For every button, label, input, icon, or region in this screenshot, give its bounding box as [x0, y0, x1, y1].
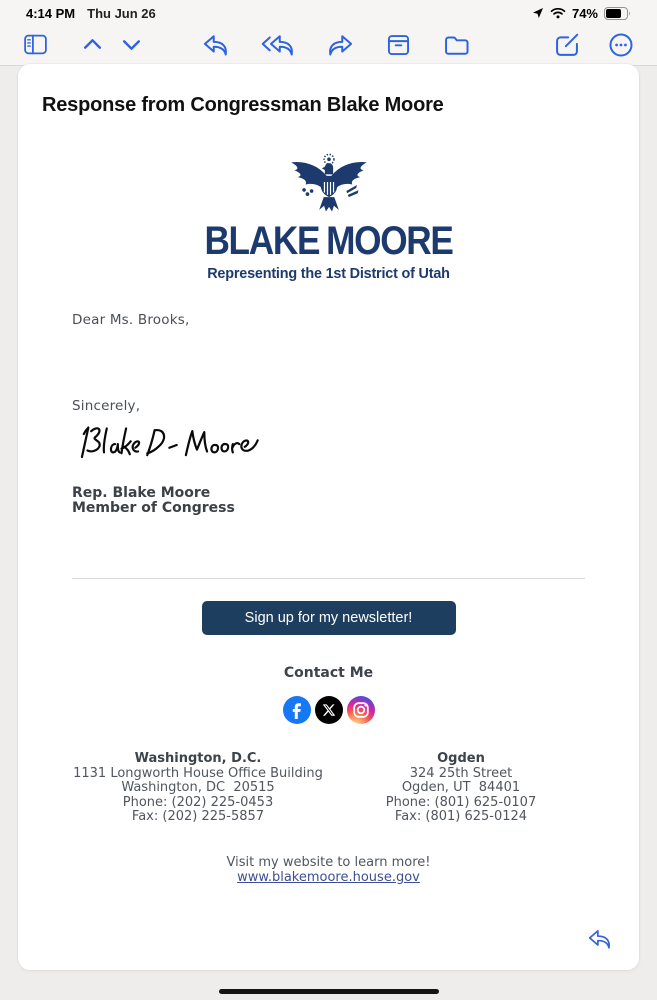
office-ogden-fax: Fax: (801) 625-0124	[394, 809, 528, 824]
signer-title: Member of Congress	[72, 500, 235, 516]
reply-icon	[586, 926, 613, 951]
facebook-link[interactable]	[283, 696, 311, 724]
office-addresses	[68, 752, 639, 825]
instagram-link[interactable]	[347, 696, 375, 724]
move-to-folder-button[interactable]	[442, 31, 471, 58]
reply-all-button[interactable]	[260, 31, 296, 58]
home-indicator[interactable]	[219, 989, 439, 994]
more-icon	[607, 31, 635, 59]
folder-icon	[442, 31, 471, 58]
office-ogden-address2: Ogden, UT 84401	[401, 780, 521, 795]
quick-reply-button[interactable]	[586, 926, 613, 954]
facebook-icon	[283, 696, 311, 724]
compose-button[interactable]	[553, 31, 581, 59]
website-block	[18, 855, 639, 885]
forward-button[interactable]	[326, 31, 355, 58]
instagram-icon	[347, 696, 375, 724]
office-ogden-address1: 324 25th Street	[409, 765, 513, 781]
x-twitter-link[interactable]	[315, 696, 343, 724]
office-ogden-name: Ogden	[437, 751, 485, 766]
logo-name-first: BLAKE	[204, 219, 320, 263]
location-icon	[532, 7, 544, 19]
next-message-button[interactable]	[120, 33, 143, 56]
reply-icon	[201, 31, 230, 58]
signer-block	[72, 486, 585, 516]
office-dc-fax: Fax: (202) 225-5857	[131, 809, 265, 824]
sidebar-toggle-button[interactable]	[22, 31, 49, 58]
x-twitter-icon	[322, 703, 336, 717]
office-dc-address2: Washington, DC 20515	[121, 780, 275, 795]
blake-moore-logo	[18, 151, 639, 282]
compose-icon	[553, 31, 581, 59]
office-dc	[68, 752, 328, 825]
archive-icon	[385, 31, 412, 58]
website-prompt: Visit my website to learn more!	[226, 854, 431, 870]
wifi-icon	[550, 7, 566, 19]
letter-salutation: Dear Ms. Brooks,	[72, 312, 190, 328]
office-ogden-phone: Phone: (801) 625-0107	[385, 794, 537, 810]
handwritten-signature	[70, 422, 265, 468]
battery-icon	[604, 7, 631, 20]
logo-tagline: Representing the 1st District of Utah	[207, 265, 450, 282]
reply-all-icon	[260, 31, 296, 58]
contact-me-heading: Contact Me	[283, 665, 374, 681]
footer-divider	[72, 578, 585, 579]
reply-button[interactable]	[201, 31, 230, 58]
office-ogden	[331, 752, 591, 825]
more-button[interactable]	[607, 31, 635, 59]
email-subject: Response from Congressman Blake Moore	[42, 94, 444, 116]
mail-toolbar	[0, 24, 657, 66]
logo-name	[55, 221, 601, 261]
eagle-seal-icon	[279, 151, 379, 219]
office-dc-address1: 1131 Longworth House Office Building	[73, 765, 323, 781]
office-dc-phone: Phone: (202) 225-0453	[122, 794, 274, 810]
email-message-card	[18, 64, 639, 970]
previous-message-button[interactable]	[81, 33, 104, 56]
chevron-up-icon	[81, 33, 104, 56]
letter-closing: Sincerely,	[72, 398, 141, 414]
logo-name-last: MOORE	[326, 219, 453, 263]
social-links	[18, 696, 639, 724]
office-dc-name: Washington, D.C.	[134, 751, 262, 766]
website-link[interactable]: www.blakemoore.house.gov	[237, 869, 420, 885]
status-time: 4:14 PM	[26, 5, 76, 21]
sidebar-icon	[22, 31, 49, 58]
battery-percent: 74%	[571, 5, 598, 21]
status-bar	[0, 0, 657, 24]
forward-icon	[326, 31, 355, 58]
archive-button[interactable]	[385, 31, 412, 58]
signer-name: Rep. Blake Moore	[72, 485, 211, 501]
chevron-down-icon	[120, 33, 143, 56]
status-date: Thu Jun 26	[87, 5, 156, 21]
newsletter-signup-button[interactable]: Sign up for my newsletter!	[202, 601, 456, 635]
